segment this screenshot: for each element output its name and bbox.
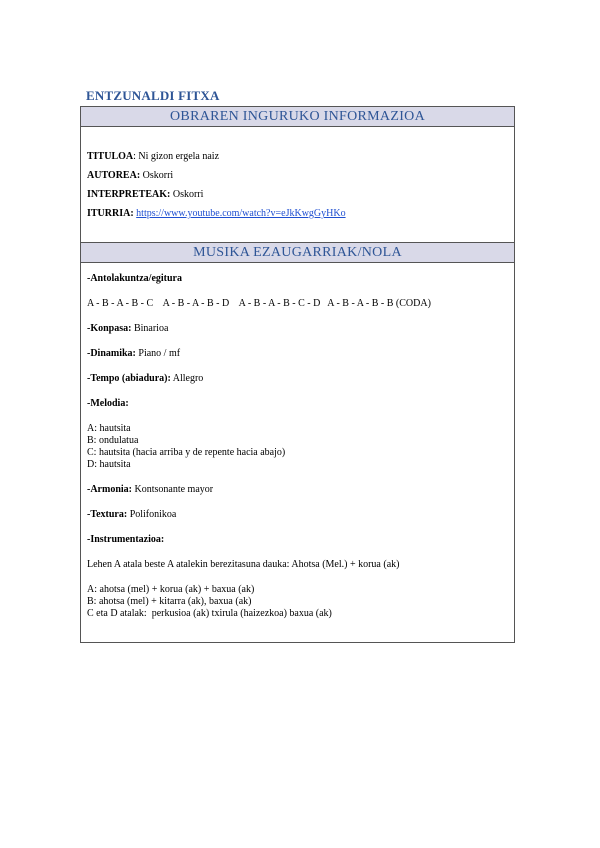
- dynamics-row: [87, 348, 508, 360]
- melody-label: [87, 398, 508, 410]
- structure-label: [87, 273, 508, 285]
- music-features-section: [81, 263, 514, 620]
- author-label: AUTOREA:: [87, 170, 141, 181]
- title-label: TITULOA: [87, 151, 134, 162]
- author-value: Oskorri: [140, 170, 174, 181]
- melody-line: D: hautsita: [87, 459, 131, 470]
- melody-line: A: hautsita: [87, 423, 131, 434]
- section-header-music-features: MUSIKA EZAUGARRIAK/NOLA: [81, 242, 514, 263]
- dynamics-value: Piano / mf: [135, 348, 181, 359]
- structure-label-text: -Antolakuntza/egitura: [87, 273, 182, 284]
- melody-label-text: -Melodia:: [87, 398, 129, 409]
- source-link[interactable]: https://www.youtube.com/watch?v=eJkKwgGyHKo: [136, 208, 346, 219]
- tempo-label: -Tempo (abiadura):: [87, 373, 171, 384]
- instrumentation-line: A: ahotsa (mel) + korua (ak) + baxua (ak): [87, 584, 255, 595]
- source-label: ITURRIA:: [87, 208, 134, 219]
- melody-line: C: hautsita (hacia arriba y de repente hacia abajo): [87, 447, 286, 458]
- listening-sheet: [80, 106, 515, 643]
- title-row: [87, 147, 508, 166]
- source-row: [87, 204, 508, 223]
- structure-value: A - B - A - B - C A - B - A - B - D A - B - A - B - C - D A - B - A - B - B (CODA): [87, 298, 431, 309]
- instrumentation-label: [87, 534, 508, 546]
- harmony-value: Kontsonante mayor: [132, 484, 214, 495]
- performers-value: Oskorri: [170, 189, 204, 200]
- meter-row: [87, 323, 508, 335]
- instrumentation-label-text: -Instrumentazioa:: [87, 534, 165, 545]
- page-title: ENTZUNALDI FITXA: [86, 88, 220, 103]
- instrumentation-intro: Lehen A atala beste A atalekin berezitasuna dauka: Ahotsa (Mel.) + korua (ak): [87, 559, 400, 570]
- section-header-work-info: OBRAREN INGURUKO INFORMAZIOA: [81, 107, 514, 127]
- dynamics-label: -Dinamika:: [87, 348, 136, 359]
- texture-label: -Textura:: [87, 509, 128, 520]
- texture-value: Polifonikoa: [127, 509, 177, 520]
- melody-line: B: ondulatua: [87, 435, 139, 446]
- author-row: [87, 166, 508, 185]
- meter-label: -Konpasa:: [87, 323, 132, 334]
- texture-row: [87, 509, 508, 521]
- tempo-value: Allegro: [170, 373, 204, 384]
- instrumentation-line: C eta D atalak: perkusioa (ak) txirula (haizezkoa) baxua (ak): [87, 608, 332, 619]
- tempo-row: [87, 373, 508, 385]
- meter-value: Binarioa: [131, 323, 169, 334]
- harmony-label: -Armonia:: [87, 484, 132, 495]
- performers-row: [87, 185, 508, 204]
- title-value: : Ni gizon ergela naiz: [133, 151, 220, 162]
- instrumentation-line: B: ahotsa (mel) + kitarra (ak), baxua (ak): [87, 596, 252, 607]
- work-info-section: [81, 127, 514, 242]
- performers-label: INTERPRETEAK:: [87, 189, 171, 200]
- harmony-row: [87, 484, 508, 496]
